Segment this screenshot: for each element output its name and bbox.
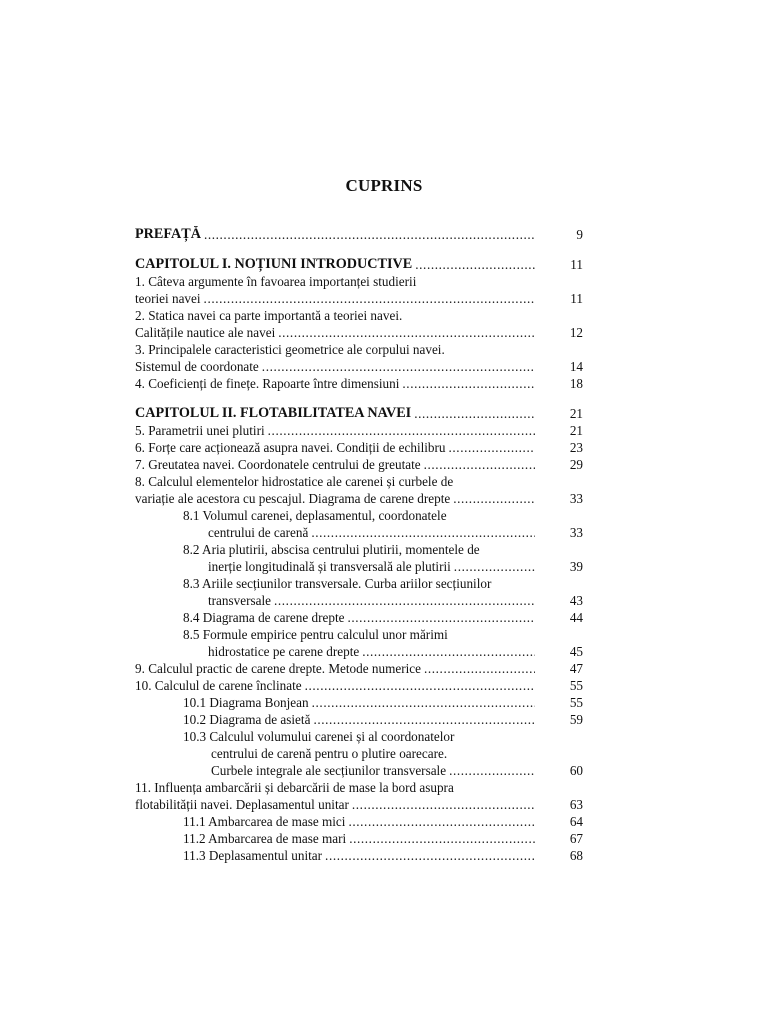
page-number: 14 bbox=[569, 359, 583, 374]
toc-entry-title: 8.4 Diagrama de carene drepte bbox=[183, 610, 345, 625]
toc-entry-line: centrului de carenă pentru o plutire oarecare. bbox=[211, 746, 448, 761]
toc-entry-10[interactable] bbox=[135, 677, 583, 694]
page-number: 47 bbox=[569, 661, 583, 676]
toc-entry-title: CAPITOLUL I. NOȚIUNI INTRODUCTIVE bbox=[135, 256, 413, 272]
toc-entry-line: 10.3 Calculul volumului carenei și al coordonatelor bbox=[183, 729, 455, 744]
toc-entry-line: 1. Câteva argumente în favoarea importanței studierii bbox=[135, 274, 417, 289]
page-title: CUPRINS bbox=[345, 176, 423, 195]
toc-entry-line: 8.1 Volumul carenei, deplasamentul, coordonatele bbox=[183, 508, 447, 523]
toc-entry-7[interactable] bbox=[135, 456, 583, 473]
toc-entry-11-3[interactable] bbox=[135, 847, 583, 864]
toc-entry-11-2[interactable] bbox=[135, 830, 583, 847]
page-number: 45 bbox=[569, 644, 583, 659]
dot-leader bbox=[449, 439, 535, 456]
page-number: 23 bbox=[569, 440, 583, 455]
toc-entry-title: PREFAȚĂ bbox=[135, 226, 201, 242]
toc-entry-8-2[interactable] bbox=[135, 541, 583, 575]
toc-entry-10-3[interactable] bbox=[135, 728, 583, 779]
page-number: 59 bbox=[569, 712, 583, 727]
toc-entry-line: 8.2 Aria plutirii, abscisa centrului plutirii, momentele de bbox=[183, 542, 480, 557]
page-number: 21 bbox=[569, 423, 583, 438]
toc-entry-line: flotabilității navei. Deplasamentul unitar bbox=[135, 797, 349, 812]
toc-entry-10-1[interactable] bbox=[135, 694, 583, 711]
dot-leader bbox=[204, 290, 535, 307]
toc-entry-8-5[interactable] bbox=[135, 626, 583, 660]
page-number: 33 bbox=[569, 491, 583, 506]
toc-entry-8-4[interactable] bbox=[135, 609, 583, 626]
toc-entry-line: 8.3 Ariile secțiunilor transversale. Curba ariilor secțiunilor bbox=[183, 576, 492, 591]
page-number: 11 bbox=[570, 257, 583, 272]
toc-entry-line: 11. Influența ambarcării și debarcării de mase la bord asupra bbox=[135, 780, 454, 795]
page-number: 12 bbox=[569, 325, 583, 340]
dot-leader bbox=[348, 813, 535, 830]
dot-leader bbox=[424, 456, 535, 473]
toc-entry-line: Curbele integrale ale secțiunilor transversale bbox=[211, 763, 447, 778]
toc-entry-line: 3. Principalele caracteristici geometrice ale corpului navei. bbox=[135, 342, 445, 357]
dot-leader bbox=[262, 358, 535, 375]
dot-leader bbox=[204, 226, 535, 243]
toc-entry-4[interactable] bbox=[135, 375, 583, 392]
page-number: 9 bbox=[576, 227, 583, 242]
page-number: 39 bbox=[569, 559, 583, 574]
page-number: 68 bbox=[569, 848, 583, 863]
toc-entry-line: 8. Calculul elementelor hidrostatice ale carenei și curbele de bbox=[135, 474, 454, 489]
toc-entry-8[interactable] bbox=[135, 473, 583, 507]
toc-entry-line: inerție longitudinală și transversală ale plutirii bbox=[208, 559, 451, 574]
toc-entry-line: centrului de carenă bbox=[208, 525, 309, 540]
toc-entry-line: variație ale acestora cu pescajul. Diagrama de carene drepte bbox=[135, 491, 451, 506]
toc-entry-title: 6. Forțe care acționează asupra navei. Condiții de echilibru bbox=[135, 440, 446, 455]
toc-entry-6[interactable] bbox=[135, 439, 583, 456]
toc-entry-line: 2. Statica navei ca parte importantă a teoriei navei. bbox=[135, 308, 403, 323]
page-number: 43 bbox=[569, 593, 583, 608]
dot-leader bbox=[313, 711, 535, 728]
page-number: 21 bbox=[569, 406, 583, 421]
toc-entry-title: 7. Greutatea navei. Coordonatele centrului de greutate bbox=[135, 457, 421, 472]
dot-leader bbox=[312, 694, 535, 711]
dot-leader bbox=[415, 256, 535, 273]
toc-entry-title: 11.2 Ambarcarea de mase mari bbox=[183, 831, 347, 846]
toc-entry-line: Calitățile nautice ale navei bbox=[135, 325, 276, 340]
dot-leader bbox=[278, 324, 535, 341]
toc-entry-title: CAPITOLUL II. FLOTABILITATEA NAVEI bbox=[135, 405, 412, 421]
dot-leader bbox=[349, 830, 535, 847]
toc-entry-title: 9. Calculul practic de carene drepte. Metode numerice bbox=[135, 661, 421, 676]
toc-entry-11-1[interactable] bbox=[135, 813, 583, 830]
dot-leader bbox=[402, 375, 535, 392]
page-number: 55 bbox=[569, 678, 583, 693]
toc-entry-chapter-1[interactable] bbox=[135, 256, 583, 273]
toc-entry-8-1[interactable] bbox=[135, 507, 583, 541]
dot-leader bbox=[305, 677, 535, 694]
dot-leader bbox=[449, 762, 535, 779]
page-number: 60 bbox=[569, 763, 583, 778]
toc-entry-2[interactable] bbox=[135, 307, 583, 341]
page-number: 44 bbox=[569, 610, 583, 625]
toc-entry-title: 11.3 Deplasamentul unitar bbox=[183, 848, 323, 863]
dot-leader bbox=[347, 609, 535, 626]
dot-leader bbox=[274, 592, 535, 609]
dot-leader bbox=[454, 558, 535, 575]
dot-leader bbox=[453, 490, 535, 507]
dot-leader bbox=[268, 422, 535, 439]
page-number: 67 bbox=[569, 831, 583, 846]
page-number: 64 bbox=[569, 814, 583, 829]
toc-entry-title: 10. Calculul de carene înclinate bbox=[135, 678, 302, 693]
toc-entry-1[interactable] bbox=[135, 273, 583, 307]
page-number: 55 bbox=[569, 695, 583, 710]
page-number: 11 bbox=[570, 291, 583, 306]
toc-entry-line: teoriei navei bbox=[135, 291, 201, 306]
toc-entry-8-3[interactable] bbox=[135, 575, 583, 609]
toc-entry-title: 4. Coeficienți de finețe. Rapoarte între dimensiuni bbox=[135, 376, 400, 391]
dot-leader bbox=[325, 847, 535, 864]
page-number: 18 bbox=[569, 376, 583, 391]
toc-entry-5[interactable] bbox=[135, 422, 583, 439]
toc-entry-10-2[interactable] bbox=[135, 711, 583, 728]
page-number: 63 bbox=[569, 797, 583, 812]
dot-leader bbox=[352, 796, 535, 813]
toc-entry-title: 10.2 Diagrama de asietă bbox=[183, 712, 311, 727]
page-number: 33 bbox=[569, 525, 583, 540]
toc-entry-title: 5. Parametrii unei plutiri bbox=[135, 423, 265, 438]
dot-leader bbox=[414, 405, 535, 422]
toc-entry-line: Sistemul de coordonate bbox=[135, 359, 259, 374]
toc-entry-line: 8.5 Formule empirice pentru calculul unor mărimi bbox=[183, 627, 448, 642]
toc-entry-chapter-2[interactable] bbox=[135, 405, 583, 422]
page-number: 29 bbox=[569, 457, 583, 472]
toc-entry-title: 10.1 Diagrama Bonjean bbox=[183, 695, 309, 710]
toc-entry-line: transversale bbox=[208, 593, 271, 608]
toc-entry-prefata[interactable] bbox=[135, 226, 583, 243]
toc-entry-title: 11.1 Ambarcarea de mase mici bbox=[183, 814, 346, 829]
toc-entry-9[interactable] bbox=[135, 660, 583, 677]
toc-entry-line: hidrostatice pe carene drepte bbox=[208, 644, 360, 659]
dot-leader bbox=[311, 524, 535, 541]
toc-entry-11[interactable] bbox=[135, 779, 583, 813]
toc-entry-3[interactable] bbox=[135, 341, 583, 375]
table-of-contents bbox=[135, 226, 583, 864]
dot-leader bbox=[424, 660, 535, 677]
dot-leader bbox=[362, 643, 535, 660]
